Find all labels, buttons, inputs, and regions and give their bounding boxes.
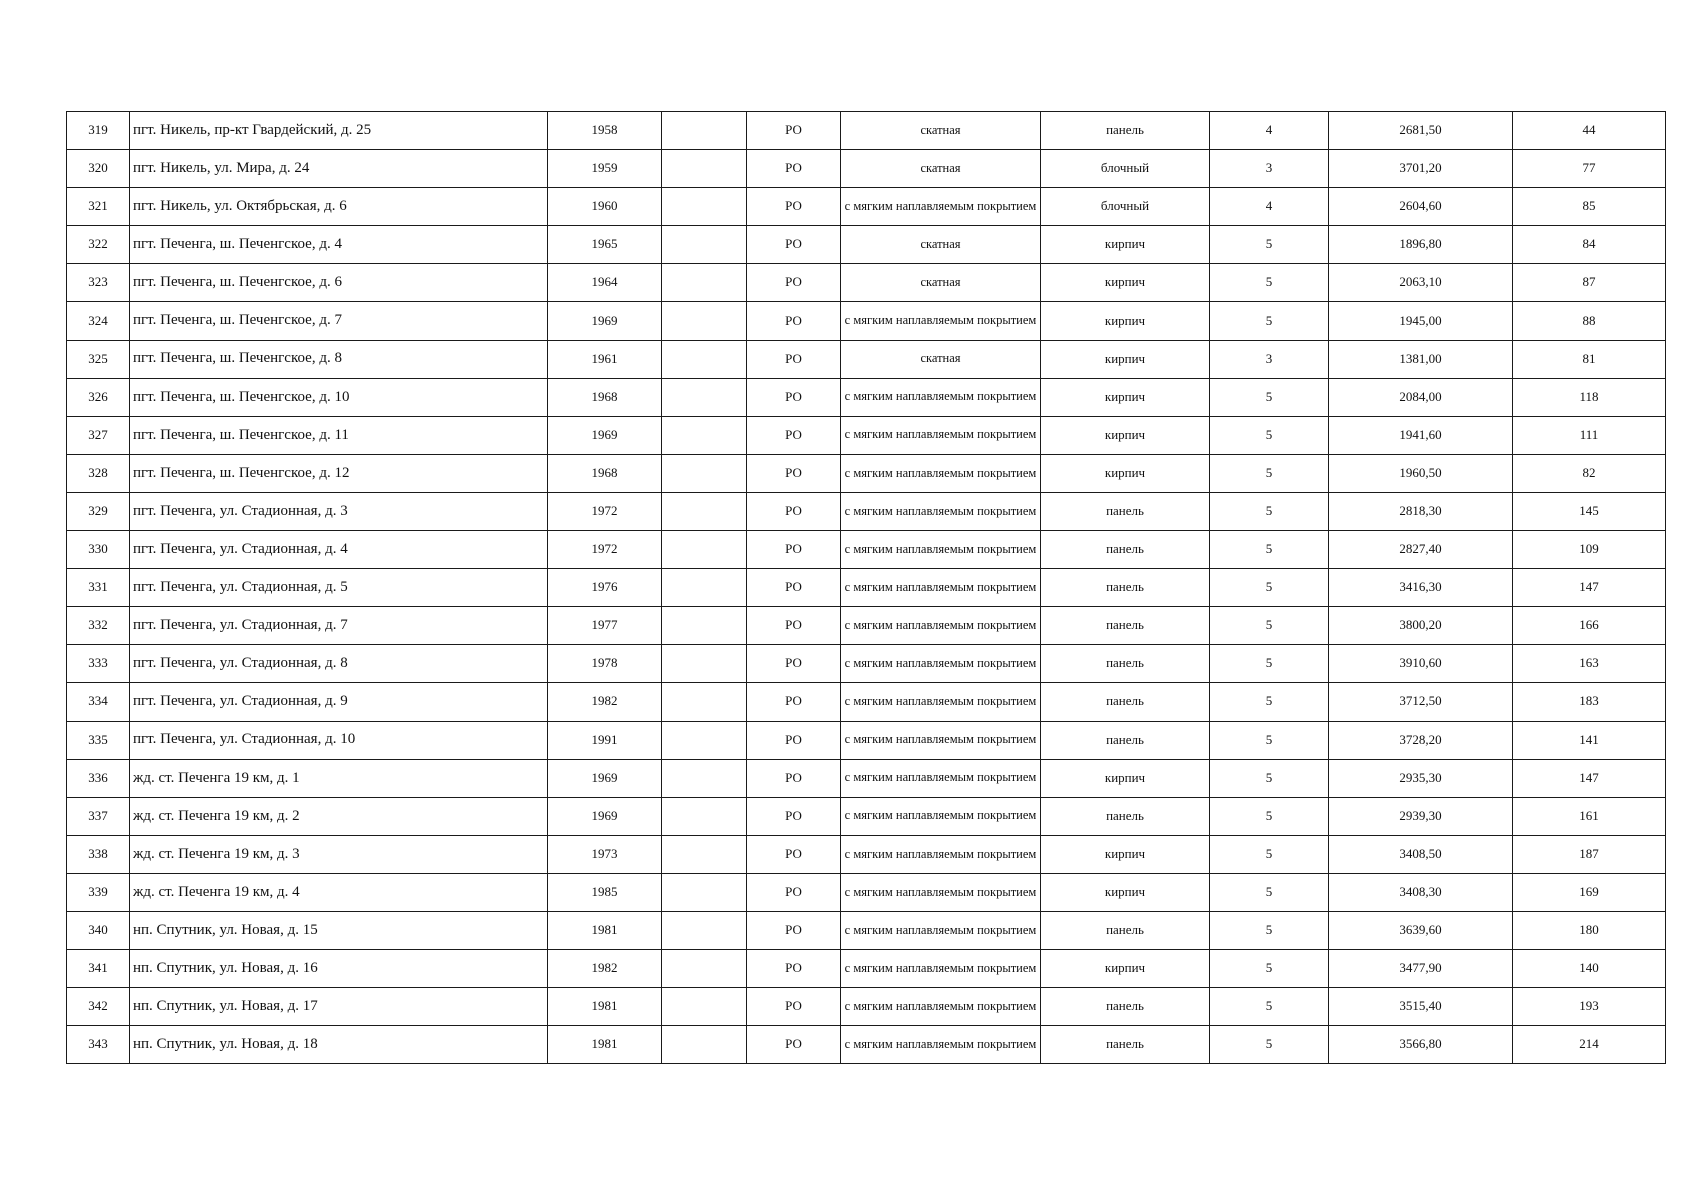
address-cell: пгт. Печенга, ш. Печенгское, д. 12 (130, 454, 548, 492)
row-number-cell: 334 (67, 683, 130, 721)
residents-cell: 85 (1513, 188, 1666, 226)
address-cell: пгт. Печенга, ул. Стадионная, д. 4 (130, 531, 548, 569)
residents-cell: 183 (1513, 683, 1666, 721)
roof-type-cell: с мягким наплавляемым покрытием (841, 683, 1041, 721)
residents-cell: 111 (1513, 416, 1666, 454)
empty-cell (662, 112, 747, 150)
roof-type-cell: с мягким наплавляемым покрытием (841, 302, 1041, 340)
floors-cell: 5 (1210, 988, 1329, 1026)
table-row (67, 988, 1666, 1026)
table-row (67, 492, 1666, 530)
mode-cell: РО (747, 873, 841, 911)
residents-cell: 193 (1513, 988, 1666, 1026)
address-cell: жд. ст. Печенга 19 км, д. 1 (130, 759, 548, 797)
empty-cell (662, 797, 747, 835)
area-cell: 3416,30 (1329, 569, 1513, 607)
year-cell: 1968 (548, 454, 662, 492)
roof-type-cell: с мягким наплавляемым покрытием (841, 873, 1041, 911)
area-cell: 1896,80 (1329, 226, 1513, 264)
roof-type-cell: скатная (841, 340, 1041, 378)
mode-cell: РО (747, 1026, 841, 1064)
year-cell: 1959 (548, 150, 662, 188)
floors-cell: 5 (1210, 950, 1329, 988)
row-number-cell: 333 (67, 645, 130, 683)
year-cell: 1969 (548, 759, 662, 797)
year-cell: 1972 (548, 492, 662, 530)
row-number-cell: 332 (67, 607, 130, 645)
roof-type-cell: скатная (841, 264, 1041, 302)
year-cell: 1958 (548, 112, 662, 150)
wall-material-cell: панель (1041, 721, 1210, 759)
area-cell: 3639,60 (1329, 911, 1513, 949)
wall-material-cell: панель (1041, 797, 1210, 835)
roof-type-cell: с мягким наплавляемым покрытием (841, 1026, 1041, 1064)
housing-register-table (66, 111, 1666, 1064)
floors-cell: 5 (1210, 683, 1329, 721)
row-number-cell: 329 (67, 492, 130, 530)
table-row (67, 302, 1666, 340)
address-cell: пгт. Печенга, ш. Печенгское, д. 6 (130, 264, 548, 302)
address-cell: пгт. Печенга, ул. Стадионная, д. 9 (130, 683, 548, 721)
wall-material-cell: панель (1041, 492, 1210, 530)
roof-type-cell: с мягким наплавляемым покрытием (841, 607, 1041, 645)
address-cell: пгт. Печенга, ул. Стадионная, д. 7 (130, 607, 548, 645)
empty-cell (662, 492, 747, 530)
row-number-cell: 340 (67, 911, 130, 949)
address-cell: жд. ст. Печенга 19 км, д. 3 (130, 835, 548, 873)
row-number-cell: 320 (67, 150, 130, 188)
area-cell: 2084,00 (1329, 378, 1513, 416)
table-body (67, 112, 1666, 1064)
mode-cell: РО (747, 264, 841, 302)
address-cell: нп. Спутник, ул. Новая, д. 16 (130, 950, 548, 988)
address-cell: жд. ст. Печенга 19 км, д. 2 (130, 797, 548, 835)
mode-cell: РО (747, 302, 841, 340)
residents-cell: 147 (1513, 569, 1666, 607)
year-cell: 1981 (548, 988, 662, 1026)
wall-material-cell: кирпич (1041, 873, 1210, 911)
empty-cell (662, 721, 747, 759)
address-cell: нп. Спутник, ул. Новая, д. 15 (130, 911, 548, 949)
mode-cell: РО (747, 759, 841, 797)
area-cell: 2939,30 (1329, 797, 1513, 835)
floors-cell: 5 (1210, 264, 1329, 302)
empty-cell (662, 531, 747, 569)
year-cell: 1969 (548, 416, 662, 454)
wall-material-cell: панель (1041, 531, 1210, 569)
table-row (67, 569, 1666, 607)
area-cell: 3408,30 (1329, 873, 1513, 911)
empty-cell (662, 607, 747, 645)
address-cell: пгт. Никель, пр-кт Гвардейский, д. 25 (130, 112, 548, 150)
floors-cell: 3 (1210, 150, 1329, 188)
table-row (67, 226, 1666, 264)
address-cell: пгт. Печенга, ул. Стадионная, д. 5 (130, 569, 548, 607)
residents-cell: 147 (1513, 759, 1666, 797)
table-row (67, 797, 1666, 835)
residents-cell: 87 (1513, 264, 1666, 302)
empty-cell (662, 302, 747, 340)
floors-cell: 5 (1210, 569, 1329, 607)
row-number-cell: 328 (67, 454, 130, 492)
mode-cell: РО (747, 683, 841, 721)
floors-cell: 5 (1210, 1026, 1329, 1064)
address-cell: пгт. Печенга, ул. Стадионная, д. 3 (130, 492, 548, 530)
residents-cell: 109 (1513, 531, 1666, 569)
wall-material-cell: панель (1041, 607, 1210, 645)
row-number-cell: 327 (67, 416, 130, 454)
residents-cell: 180 (1513, 911, 1666, 949)
area-cell: 2681,50 (1329, 112, 1513, 150)
empty-cell (662, 835, 747, 873)
row-number-cell: 335 (67, 721, 130, 759)
row-number-cell: 339 (67, 873, 130, 911)
row-number-cell: 325 (67, 340, 130, 378)
area-cell: 3728,20 (1329, 721, 1513, 759)
table-row (67, 416, 1666, 454)
year-cell: 1981 (548, 1026, 662, 1064)
empty-cell (662, 988, 747, 1026)
roof-type-cell: с мягким наплавляемым покрытием (841, 835, 1041, 873)
area-cell: 3701,20 (1329, 150, 1513, 188)
table-row (67, 454, 1666, 492)
floors-cell: 5 (1210, 721, 1329, 759)
empty-cell (662, 873, 747, 911)
residents-cell: 166 (1513, 607, 1666, 645)
wall-material-cell: панель (1041, 1026, 1210, 1064)
table-row (67, 759, 1666, 797)
residents-cell: 141 (1513, 721, 1666, 759)
mode-cell: РО (747, 378, 841, 416)
mode-cell: РО (747, 569, 841, 607)
area-cell: 3910,60 (1329, 645, 1513, 683)
empty-cell (662, 645, 747, 683)
floors-cell: 5 (1210, 645, 1329, 683)
area-cell: 2063,10 (1329, 264, 1513, 302)
mode-cell: РО (747, 226, 841, 264)
year-cell: 1965 (548, 226, 662, 264)
year-cell: 1964 (548, 264, 662, 302)
area-cell: 1945,00 (1329, 302, 1513, 340)
residents-cell: 77 (1513, 150, 1666, 188)
year-cell: 1961 (548, 340, 662, 378)
mode-cell: РО (747, 340, 841, 378)
wall-material-cell: кирпич (1041, 264, 1210, 302)
year-cell: 1982 (548, 950, 662, 988)
year-cell: 1969 (548, 302, 662, 340)
wall-material-cell: панель (1041, 911, 1210, 949)
roof-type-cell: с мягким наплавляемым покрытием (841, 531, 1041, 569)
residents-cell: 88 (1513, 302, 1666, 340)
row-number-cell: 330 (67, 531, 130, 569)
table-row (67, 873, 1666, 911)
address-cell: пгт. Никель, ул. Октябрьская, д. 6 (130, 188, 548, 226)
roof-type-cell: скатная (841, 226, 1041, 264)
row-number-cell: 323 (67, 264, 130, 302)
row-number-cell: 336 (67, 759, 130, 797)
table-row (67, 683, 1666, 721)
wall-material-cell: кирпич (1041, 302, 1210, 340)
empty-cell (662, 150, 747, 188)
area-cell: 2818,30 (1329, 492, 1513, 530)
floors-cell: 5 (1210, 302, 1329, 340)
mode-cell: РО (747, 150, 841, 188)
roof-type-cell: с мягким наплавляемым покрытием (841, 378, 1041, 416)
table-row (67, 378, 1666, 416)
mode-cell: РО (747, 988, 841, 1026)
wall-material-cell: кирпич (1041, 226, 1210, 264)
floors-cell: 5 (1210, 492, 1329, 530)
address-cell: пгт. Печенга, ул. Стадионная, д. 8 (130, 645, 548, 683)
table-row (67, 531, 1666, 569)
area-cell: 2935,30 (1329, 759, 1513, 797)
mode-cell: РО (747, 416, 841, 454)
roof-type-cell: с мягким наплавляемым покрытием (841, 721, 1041, 759)
wall-material-cell: кирпич (1041, 340, 1210, 378)
table-row (67, 835, 1666, 873)
empty-cell (662, 683, 747, 721)
roof-type-cell: с мягким наплавляемым покрытием (841, 188, 1041, 226)
empty-cell (662, 416, 747, 454)
table-row (67, 721, 1666, 759)
year-cell: 1969 (548, 797, 662, 835)
wall-material-cell: панель (1041, 683, 1210, 721)
year-cell: 1976 (548, 569, 662, 607)
table-row (67, 645, 1666, 683)
roof-type-cell: с мягким наплавляемым покрытием (841, 454, 1041, 492)
address-cell: пгт. Никель, ул. Мира, д. 24 (130, 150, 548, 188)
wall-material-cell: кирпич (1041, 835, 1210, 873)
floors-cell: 5 (1210, 607, 1329, 645)
floors-cell: 5 (1210, 378, 1329, 416)
address-cell: пгт. Печенга, ш. Печенгское, д. 10 (130, 378, 548, 416)
empty-cell (662, 340, 747, 378)
table-row (67, 1026, 1666, 1064)
empty-cell (662, 569, 747, 607)
wall-material-cell: кирпич (1041, 759, 1210, 797)
floors-cell: 5 (1210, 911, 1329, 949)
area-cell: 3800,20 (1329, 607, 1513, 645)
year-cell: 1981 (548, 911, 662, 949)
table-row (67, 340, 1666, 378)
row-number-cell: 319 (67, 112, 130, 150)
residents-cell: 44 (1513, 112, 1666, 150)
year-cell: 1977 (548, 607, 662, 645)
roof-type-cell: скатная (841, 112, 1041, 150)
address-cell: пгт. Печенга, ш. Печенгское, д. 4 (130, 226, 548, 264)
empty-cell (662, 950, 747, 988)
year-cell: 1982 (548, 683, 662, 721)
row-number-cell: 321 (67, 188, 130, 226)
year-cell: 1991 (548, 721, 662, 759)
year-cell: 1972 (548, 531, 662, 569)
row-number-cell: 342 (67, 988, 130, 1026)
wall-material-cell: панель (1041, 112, 1210, 150)
wall-material-cell: блочный (1041, 188, 1210, 226)
mode-cell: РО (747, 531, 841, 569)
floors-cell: 5 (1210, 454, 1329, 492)
floors-cell: 5 (1210, 226, 1329, 264)
residents-cell: 169 (1513, 873, 1666, 911)
year-cell: 1960 (548, 188, 662, 226)
area-cell: 3477,90 (1329, 950, 1513, 988)
row-number-cell: 338 (67, 835, 130, 873)
year-cell: 1978 (548, 645, 662, 683)
year-cell: 1985 (548, 873, 662, 911)
roof-type-cell: с мягким наплавляемым покрытием (841, 569, 1041, 607)
residents-cell: 145 (1513, 492, 1666, 530)
row-number-cell: 322 (67, 226, 130, 264)
roof-type-cell: с мягким наплавляемым покрытием (841, 416, 1041, 454)
mode-cell: РО (747, 112, 841, 150)
year-cell: 1973 (548, 835, 662, 873)
address-cell: пгт. Печенга, ш. Печенгское, д. 7 (130, 302, 548, 340)
wall-material-cell: кирпич (1041, 950, 1210, 988)
wall-material-cell: кирпич (1041, 416, 1210, 454)
address-cell: пгт. Печенга, ш. Печенгское, д. 8 (130, 340, 548, 378)
roof-type-cell: скатная (841, 150, 1041, 188)
area-cell: 1941,60 (1329, 416, 1513, 454)
empty-cell (662, 188, 747, 226)
table-row (67, 150, 1666, 188)
wall-material-cell: панель (1041, 569, 1210, 607)
address-cell: нп. Спутник, ул. Новая, д. 17 (130, 988, 548, 1026)
area-cell: 3566,80 (1329, 1026, 1513, 1064)
roof-type-cell: с мягким наплавляемым покрытием (841, 759, 1041, 797)
area-cell: 3408,50 (1329, 835, 1513, 873)
area-cell: 1960,50 (1329, 454, 1513, 492)
empty-cell (662, 264, 747, 302)
row-number-cell: 337 (67, 797, 130, 835)
floors-cell: 5 (1210, 835, 1329, 873)
roof-type-cell: с мягким наплавляемым покрытием (841, 911, 1041, 949)
mode-cell: РО (747, 911, 841, 949)
year-cell: 1968 (548, 378, 662, 416)
floors-cell: 5 (1210, 759, 1329, 797)
area-cell: 3515,40 (1329, 988, 1513, 1026)
empty-cell (662, 454, 747, 492)
empty-cell (662, 911, 747, 949)
row-number-cell: 324 (67, 302, 130, 340)
floors-cell: 3 (1210, 340, 1329, 378)
residents-cell: 81 (1513, 340, 1666, 378)
floors-cell: 4 (1210, 112, 1329, 150)
residents-cell: 140 (1513, 950, 1666, 988)
row-number-cell: 341 (67, 950, 130, 988)
table-row (67, 607, 1666, 645)
table-row (67, 188, 1666, 226)
area-cell: 2604,60 (1329, 188, 1513, 226)
floors-cell: 5 (1210, 873, 1329, 911)
residents-cell: 82 (1513, 454, 1666, 492)
area-cell: 2827,40 (1329, 531, 1513, 569)
table-row (67, 950, 1666, 988)
mode-cell: РО (747, 492, 841, 530)
empty-cell (662, 378, 747, 416)
roof-type-cell: с мягким наплавляемым покрытием (841, 645, 1041, 683)
floors-cell: 5 (1210, 416, 1329, 454)
empty-cell (662, 1026, 747, 1064)
roof-type-cell: с мягким наплавляемым покрытием (841, 492, 1041, 530)
residents-cell: 118 (1513, 378, 1666, 416)
floors-cell: 4 (1210, 188, 1329, 226)
empty-cell (662, 759, 747, 797)
wall-material-cell: кирпич (1041, 378, 1210, 416)
area-cell: 1381,00 (1329, 340, 1513, 378)
floors-cell: 5 (1210, 797, 1329, 835)
wall-material-cell: панель (1041, 645, 1210, 683)
residents-cell: 163 (1513, 645, 1666, 683)
address-cell: пгт. Печенга, ш. Печенгское, д. 11 (130, 416, 548, 454)
residents-cell: 187 (1513, 835, 1666, 873)
mode-cell: РО (747, 835, 841, 873)
area-cell: 3712,50 (1329, 683, 1513, 721)
row-number-cell: 343 (67, 1026, 130, 1064)
mode-cell: РО (747, 607, 841, 645)
address-cell: пгт. Печенга, ул. Стадионная, д. 10 (130, 721, 548, 759)
mode-cell: РО (747, 645, 841, 683)
row-number-cell: 326 (67, 378, 130, 416)
floors-cell: 5 (1210, 531, 1329, 569)
table-row (67, 911, 1666, 949)
wall-material-cell: блочный (1041, 150, 1210, 188)
roof-type-cell: с мягким наплавляемым покрытием (841, 797, 1041, 835)
residents-cell: 214 (1513, 1026, 1666, 1064)
residents-cell: 84 (1513, 226, 1666, 264)
table-row (67, 112, 1666, 150)
table-row (67, 264, 1666, 302)
empty-cell (662, 226, 747, 264)
mode-cell: РО (747, 188, 841, 226)
wall-material-cell: кирпич (1041, 454, 1210, 492)
address-cell: нп. Спутник, ул. Новая, д. 18 (130, 1026, 548, 1064)
address-cell: жд. ст. Печенга 19 км, д. 4 (130, 873, 548, 911)
mode-cell: РО (747, 797, 841, 835)
wall-material-cell: панель (1041, 988, 1210, 1026)
row-number-cell: 331 (67, 569, 130, 607)
mode-cell: РО (747, 454, 841, 492)
roof-type-cell: с мягким наплавляемым покрытием (841, 950, 1041, 988)
mode-cell: РО (747, 721, 841, 759)
mode-cell: РО (747, 950, 841, 988)
residents-cell: 161 (1513, 797, 1666, 835)
roof-type-cell: с мягким наплавляемым покрытием (841, 988, 1041, 1026)
